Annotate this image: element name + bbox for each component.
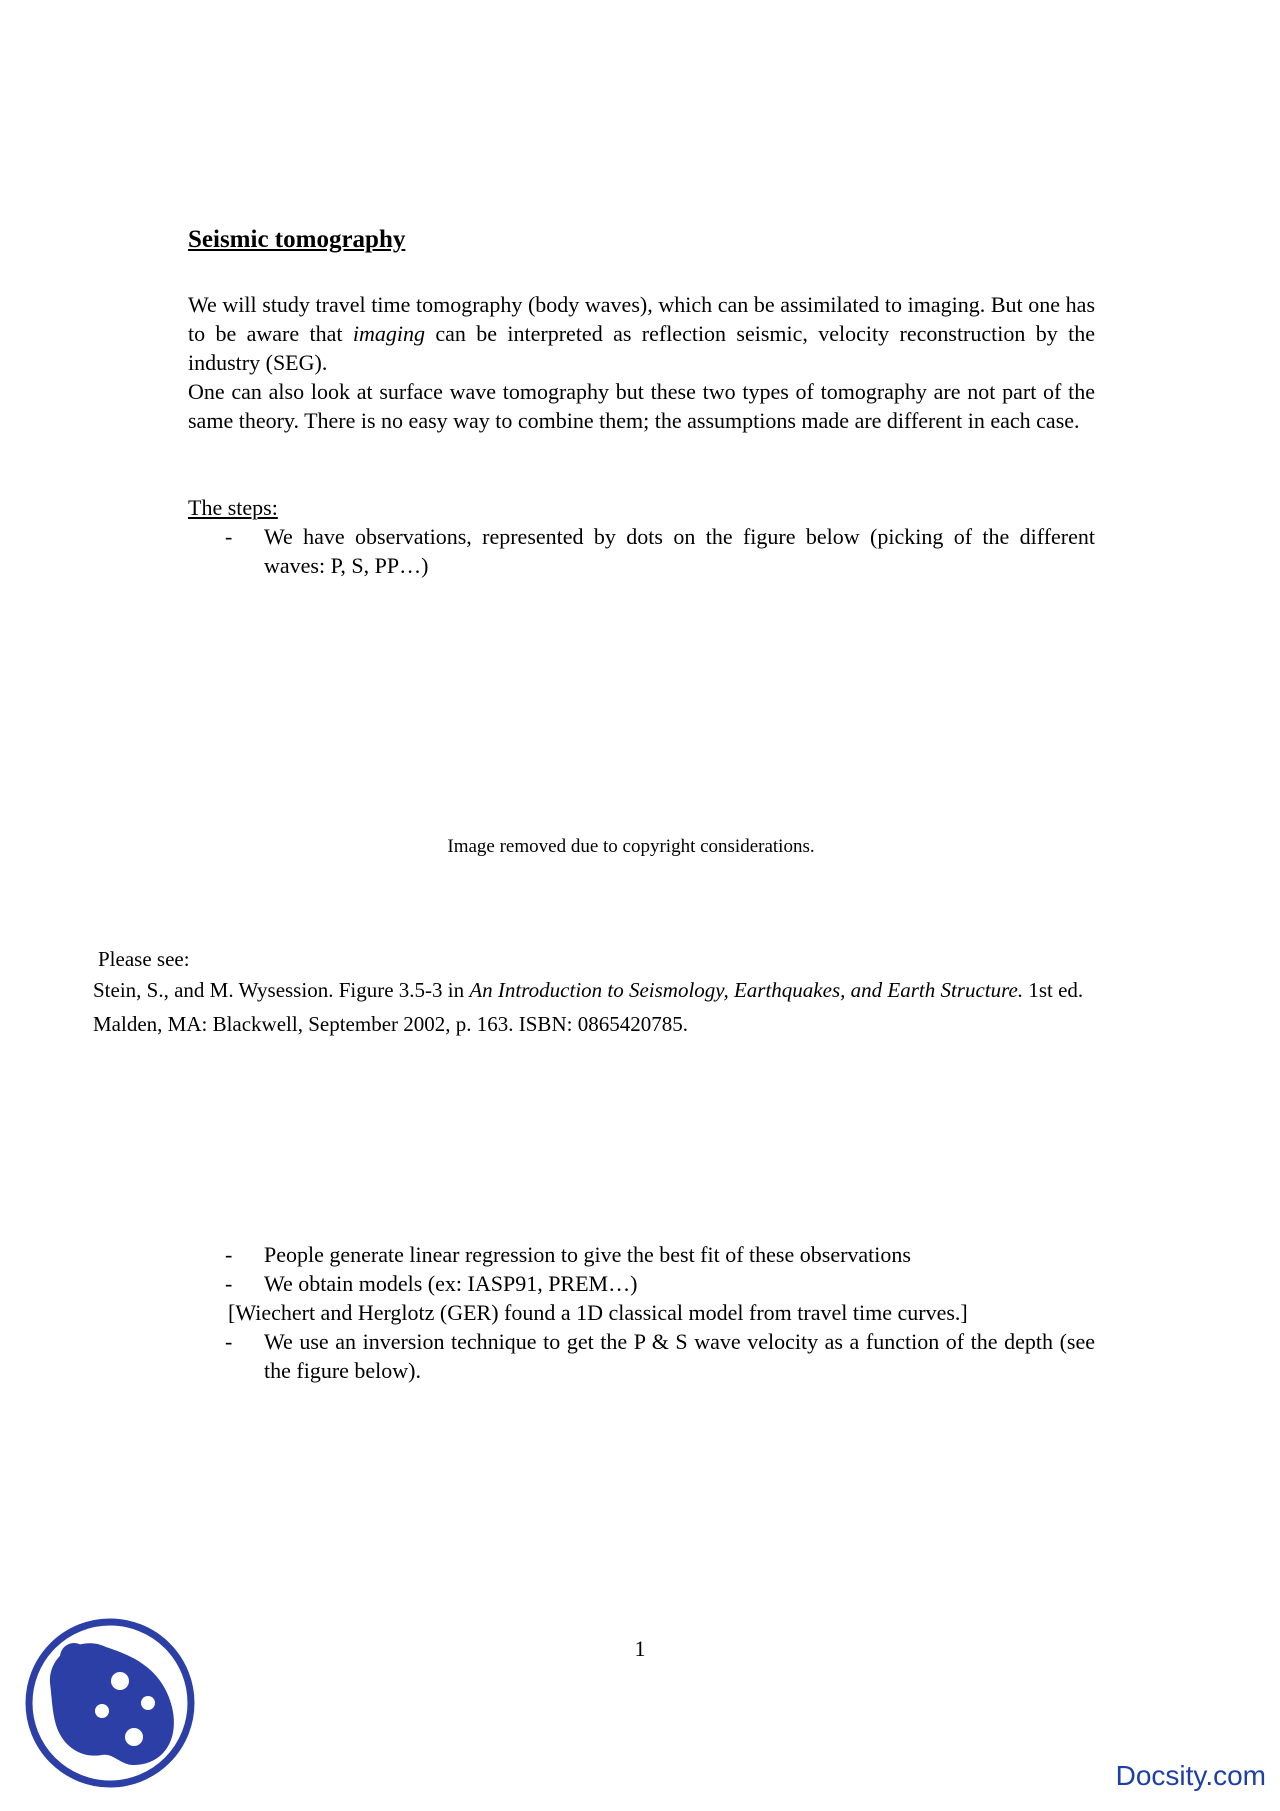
list-item-text: We obtain models (ex: IASP91, PREM…) xyxy=(264,1271,638,1296)
list-item xyxy=(225,1327,1095,1385)
please-see-label: Please see: xyxy=(98,947,190,971)
historical-note: [Wiechert and Herglotz (GER) found a 1D classical model from travel time curves.] xyxy=(228,1300,968,1325)
citation-line-1 xyxy=(93,973,1083,1007)
list-item xyxy=(225,522,1095,580)
intro-p1-italic: imaging xyxy=(352,321,425,346)
intro-paragraph-2: One can also look at surface wave tomography but these two types of tomography are not part of the same theory. There is no easy way to combine them; the assumptions made are different in each case. xyxy=(188,379,1095,433)
image-removed-notice: Image removed due to copyright considerations. xyxy=(447,836,815,857)
docsity-logo-icon xyxy=(22,1615,198,1791)
docsity-brand-link[interactable]: Docsity.com xyxy=(1115,1760,1266,1791)
bullet-dash: - xyxy=(225,1242,233,1267)
bullet-dash: - xyxy=(225,1271,233,1296)
intro-p1-text-b: can be interpreted as reflection seismic, velocity reconstruction by the industry (SEG). xyxy=(188,321,1096,375)
list-item xyxy=(225,1240,1095,1269)
citation-line-2: Malden, MA: Blackwell, September 2002, p. 163. ISBN: 0865420785. xyxy=(93,1012,688,1036)
intro-p1-text-a: We will study travel time tomography (body waves), which can be assimilated to imaging. But one has to be aware that xyxy=(188,292,1095,346)
citation-authors: Stein, S., and M. Wysession. Figure 3.5-3 in xyxy=(93,978,470,1002)
steps-heading xyxy=(188,493,278,522)
list-item-text: We use an inversion technique to get the P & S wave velocity as a function of the depth (see the figure below). xyxy=(264,1329,1095,1383)
page-number: 1 xyxy=(634,1636,646,1661)
bullet-dash: - xyxy=(225,1329,233,1354)
page-title: Seismic tomography xyxy=(188,226,406,253)
citation-edition: 1st ed. xyxy=(1023,978,1084,1002)
citation-book-title: An Introduction to Seismology, Earthquakes, and Earth Structure. xyxy=(469,978,1024,1002)
intro-paragraph-1 xyxy=(188,290,1095,377)
steps-heading-text: The steps: xyxy=(188,495,278,520)
list-item xyxy=(225,1269,1095,1298)
list-item-text: People generate linear regression to give the best fit of these observations xyxy=(264,1242,911,1267)
list-item-text: We have observations, represented by dots on the figure below (picking of the different waves: P, S, PP…) xyxy=(264,524,1095,578)
bullet-dash: - xyxy=(225,524,233,549)
